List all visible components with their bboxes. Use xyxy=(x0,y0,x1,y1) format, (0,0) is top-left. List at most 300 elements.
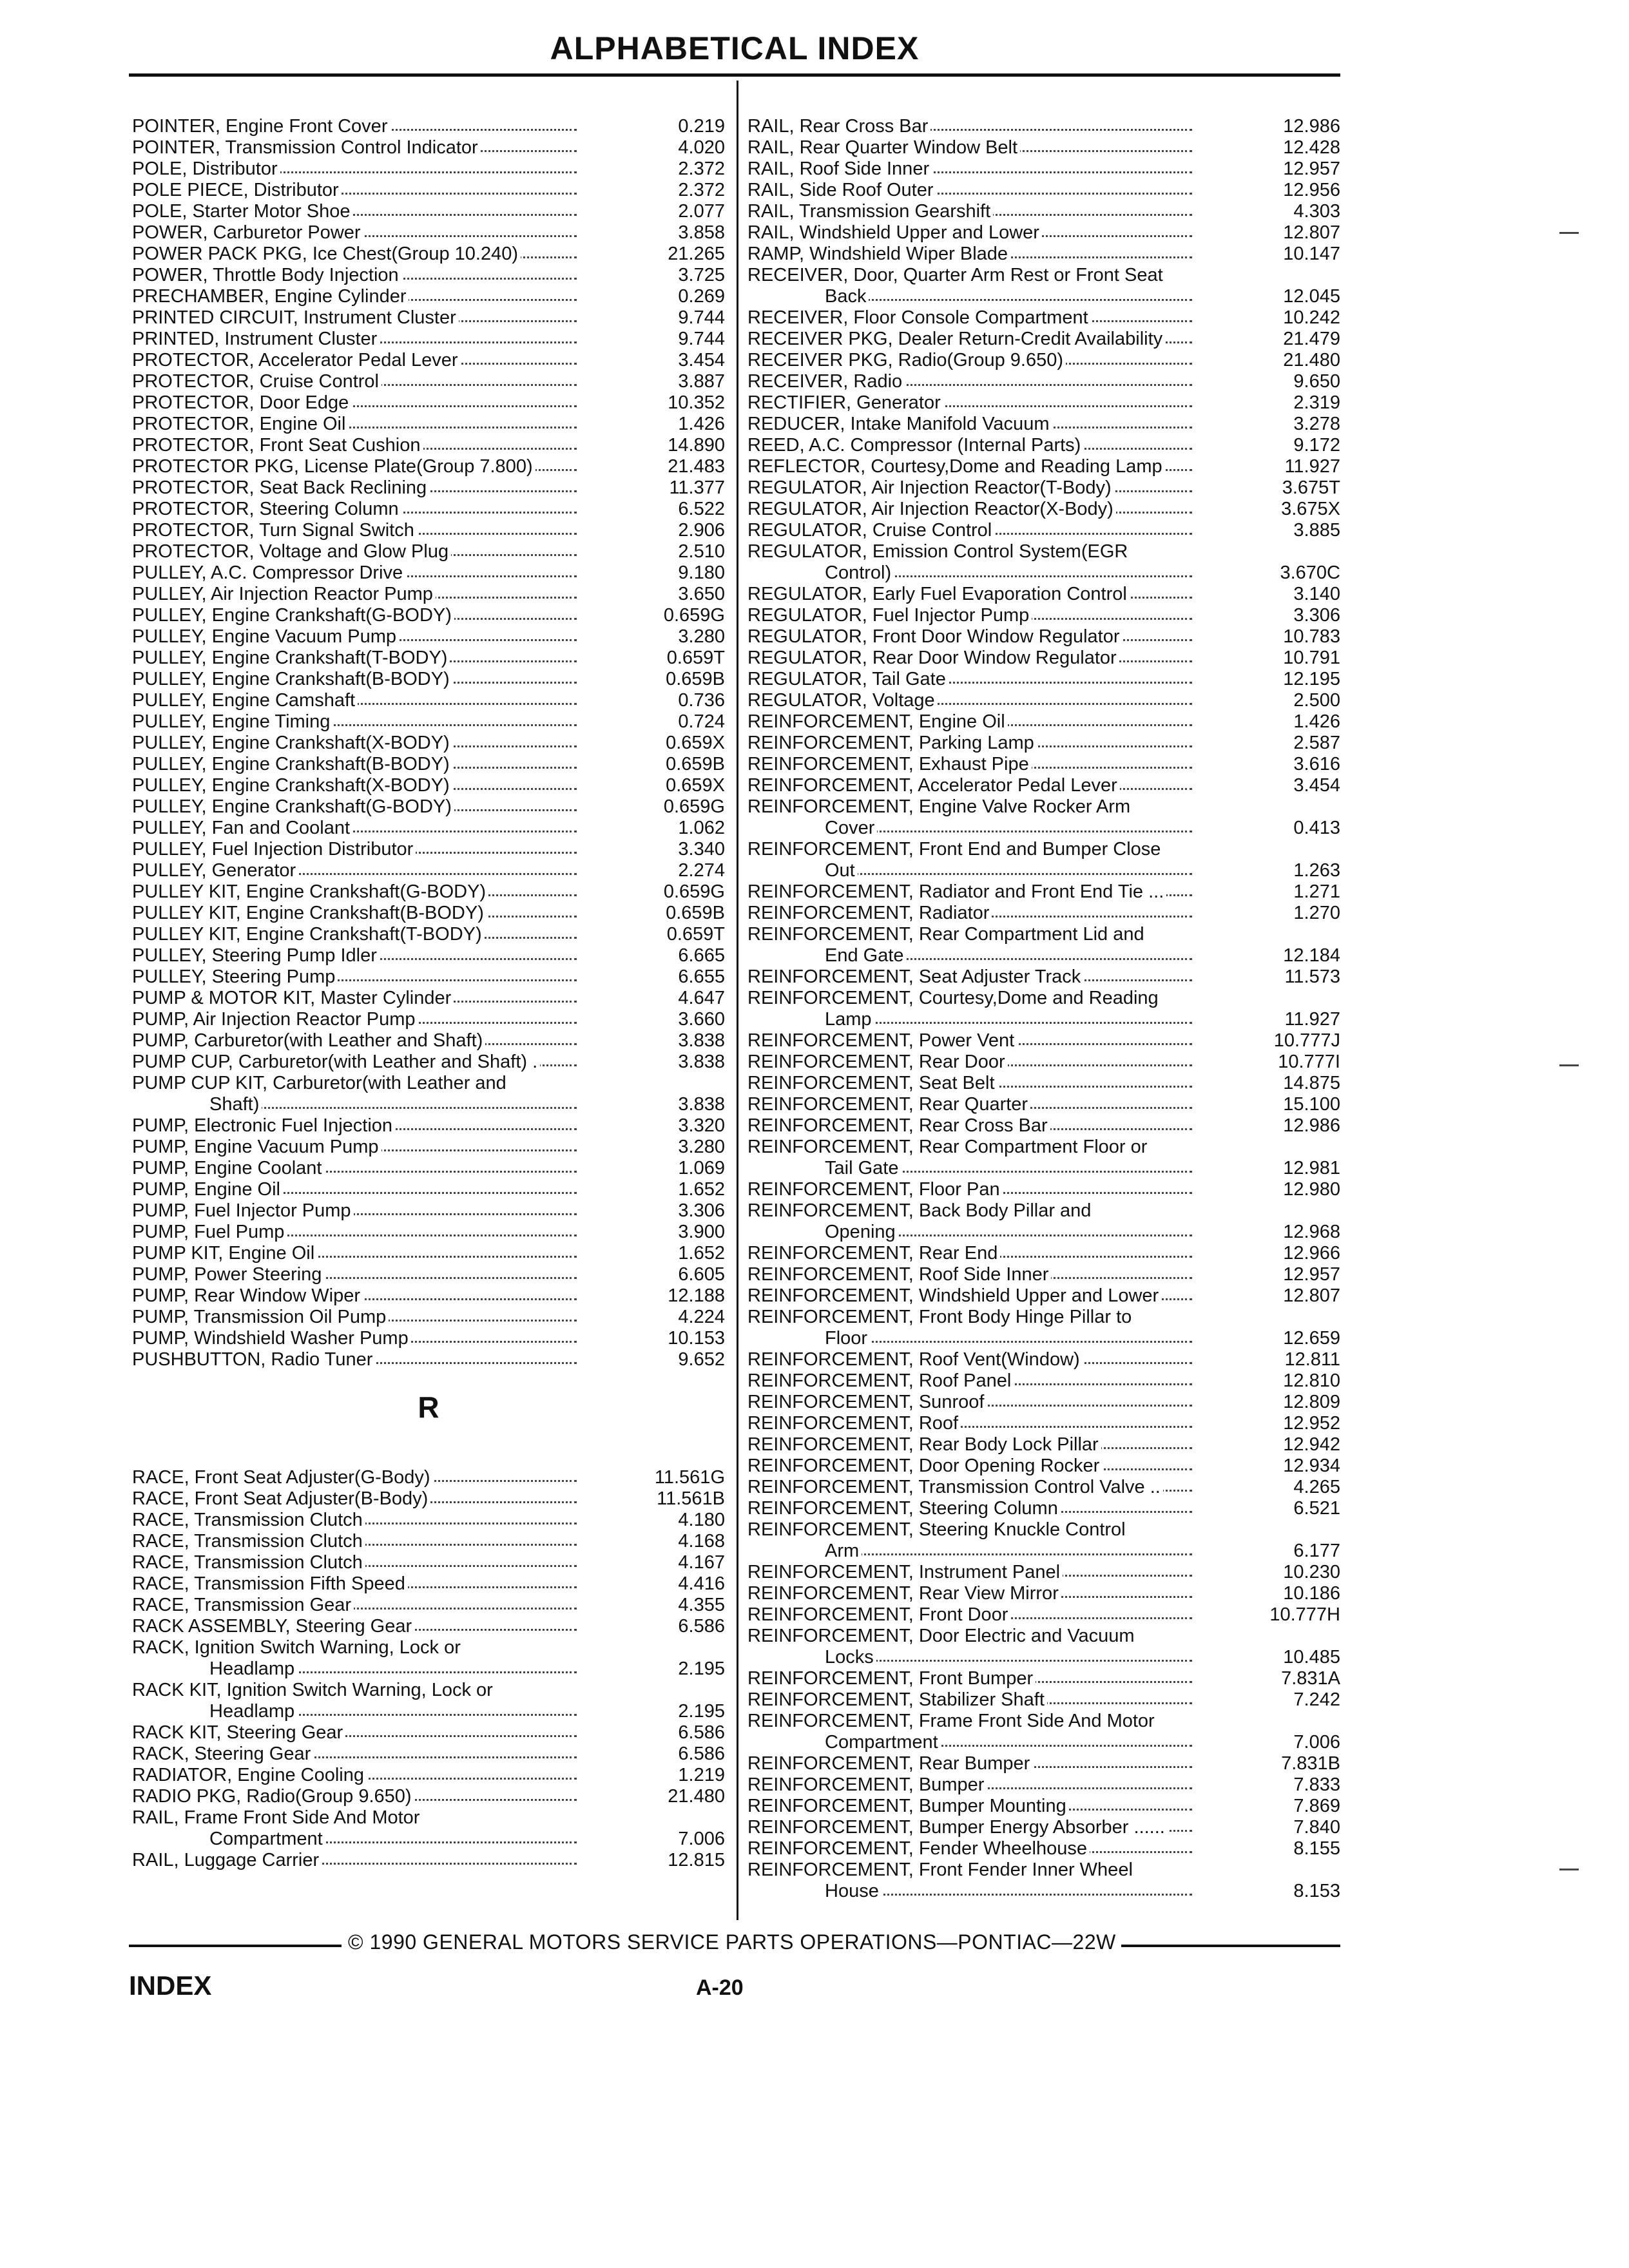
entry-label: PUMP, Fuel Injector Pump xyxy=(132,1200,354,1221)
entry-reference-number: 0.736 xyxy=(678,690,725,711)
entry-label: PULLEY, Engine Timing xyxy=(132,711,333,732)
entry-label: REINFORCEMENT, Front Body Hinge Pillar to xyxy=(747,1307,1134,1327)
entry-reference-number: 10.777H xyxy=(1269,1604,1340,1625)
entry-text-wrap xyxy=(747,371,1192,392)
index-entry xyxy=(747,988,1340,1009)
entry-reference-number: 3.725 xyxy=(678,265,725,285)
entry-label: House xyxy=(825,1881,882,1901)
entry-reference-number: 3.838 xyxy=(678,1094,725,1115)
entry-label: RACE, Front Seat Adjuster(B-Body) xyxy=(132,1488,430,1509)
index-entry xyxy=(132,350,725,371)
right-index-column xyxy=(747,116,1340,1902)
entry-label: Cover xyxy=(825,818,877,838)
entry-label: PROTECTOR, Front Seat Cushion xyxy=(132,435,423,456)
entry-reference-number: 12.810 xyxy=(1283,1370,1340,1391)
entry-text-wrap xyxy=(132,201,577,222)
index-entry xyxy=(132,1073,725,1094)
entry-reference-number: 12.188 xyxy=(668,1285,725,1306)
index-entry xyxy=(132,1552,725,1573)
entry-reference-number: 1.069 xyxy=(678,1158,725,1178)
entry-label: REINFORCEMENT, Rear Compartment Lid and xyxy=(747,924,1147,945)
index-entry xyxy=(747,1796,1340,1817)
entry-reference-number: 0.269 xyxy=(678,286,725,307)
entry-reference-number: 3.675X xyxy=(1281,499,1340,519)
entry-label: Floor xyxy=(825,1328,870,1349)
entry-text-wrap xyxy=(747,1052,1192,1073)
entry-label: POWER, Carburetor Power xyxy=(132,222,363,243)
entry-text-wrap xyxy=(132,1510,577,1531)
index-entry xyxy=(747,244,1340,265)
entry-label: POLE, Distributor xyxy=(132,159,280,179)
index-entry xyxy=(132,711,725,733)
entry-label: PULLEY, A.C. Compressor Drive xyxy=(132,562,405,583)
entry-reference-number: 9.744 xyxy=(678,307,725,328)
index-entry xyxy=(747,1689,1340,1711)
index-entry xyxy=(747,1115,1340,1137)
entry-reference-number: 10.153 xyxy=(668,1328,725,1349)
entry-text-wrap xyxy=(132,945,577,966)
entry-text-wrap xyxy=(132,1243,577,1264)
entry-text-wrap xyxy=(132,711,577,733)
entry-label: RECEIVER PKG, Radio(Group 9.650) xyxy=(747,350,1066,370)
entry-label: REINFORCEMENT, Courtesy,Dome and Reading xyxy=(747,988,1161,1008)
entry-reference-number: 6.521 xyxy=(1293,1498,1340,1519)
index-entry xyxy=(132,329,725,350)
entry-reference-number: 21.265 xyxy=(668,244,725,264)
entry-text-wrap xyxy=(747,1838,1192,1860)
entry-label: REINFORCEMENT, Engine Valve Rocker Arm xyxy=(747,796,1133,817)
index-entry xyxy=(747,392,1340,414)
entry-text-wrap xyxy=(747,988,1192,1009)
entry-text-wrap xyxy=(747,1307,1192,1328)
entry-text-wrap xyxy=(747,669,1192,690)
index-entry xyxy=(132,1328,725,1349)
entry-label: PUMP CUP KIT, Carburetor(with Leather and xyxy=(132,1073,509,1093)
entry-label: PULLEY, Engine Crankshaft(G-BODY) xyxy=(132,605,454,626)
index-entry xyxy=(132,1850,725,1871)
entry-text-wrap xyxy=(132,1552,577,1573)
index-entry xyxy=(747,1264,1340,1285)
entry-text-wrap xyxy=(132,1701,577,1722)
entry-reference-number: 6.522 xyxy=(678,499,725,519)
entry-reference-number: 3.887 xyxy=(678,371,725,392)
entry-text-wrap xyxy=(132,1328,577,1349)
index-entry xyxy=(132,924,725,945)
index-entry xyxy=(132,1030,725,1052)
entry-text-wrap xyxy=(132,520,577,541)
entry-text-wrap xyxy=(132,1807,577,1829)
entry-label: Out xyxy=(825,860,858,881)
entry-text-wrap xyxy=(132,1573,577,1595)
entry-reference-number: 0.413 xyxy=(1293,818,1340,838)
entry-text-wrap xyxy=(747,286,1192,307)
entry-label: REED, A.C. Compressor (Internal Parts) xyxy=(747,435,1083,456)
entry-text-wrap xyxy=(747,1732,1192,1753)
entry-label: REINFORCEMENT, Bumper Mounting xyxy=(747,1796,1069,1816)
entry-label: REINFORCEMENT, Frame Front Side And Motor xyxy=(747,1711,1157,1731)
index-entry xyxy=(132,1158,725,1179)
entry-reference-number: 3.278 xyxy=(1293,414,1340,434)
entry-reference-number: 3.306 xyxy=(678,1200,725,1221)
index-entry xyxy=(132,1467,725,1488)
entry-text-wrap xyxy=(747,1115,1192,1137)
entry-reference-number: 12.986 xyxy=(1283,116,1340,137)
index-entry xyxy=(132,1285,725,1307)
entry-text-wrap xyxy=(747,392,1192,414)
index-entry xyxy=(747,1477,1340,1498)
index-entry xyxy=(132,1616,725,1637)
index-group-p xyxy=(132,116,725,1370)
entry-label: REINFORCEMENT, Front End and Bumper Close xyxy=(747,839,1163,860)
entry-text-wrap xyxy=(132,1829,577,1850)
entry-text-wrap xyxy=(747,839,1192,860)
index-entry xyxy=(132,392,725,414)
entry-text-wrap xyxy=(132,541,577,562)
entry-label: REGULATOR, Tail Gate xyxy=(747,669,949,689)
entry-reference-number: 12.942 xyxy=(1283,1434,1340,1455)
index-entry xyxy=(132,733,725,754)
index-entry xyxy=(132,520,725,541)
entry-label: PULLEY, Engine Crankshaft(B-BODY) xyxy=(132,669,452,689)
index-entry xyxy=(132,796,725,818)
entry-text-wrap xyxy=(747,329,1192,350)
entry-label: PUSHBUTTON, Radio Tuner xyxy=(132,1349,375,1370)
entry-label: RACK KIT, Steering Gear xyxy=(132,1722,345,1743)
entry-label: POINTER, Transmission Control Indicator xyxy=(132,137,481,158)
index-entry xyxy=(132,988,725,1009)
index-entry xyxy=(747,1860,1340,1881)
entry-reference-number: 11.927 xyxy=(1284,1009,1340,1030)
entry-label: RACE, Transmission Fifth Speed xyxy=(132,1573,408,1594)
index-entry xyxy=(132,1307,725,1328)
index-entry xyxy=(747,371,1340,392)
index-entry xyxy=(132,966,725,988)
entry-text-wrap xyxy=(747,1562,1192,1583)
entry-text-wrap xyxy=(132,562,577,584)
entry-reference-number: 12.807 xyxy=(1283,1285,1340,1306)
entry-reference-number: 14.875 xyxy=(1283,1073,1340,1093)
index-entry xyxy=(132,1744,725,1765)
index-entry xyxy=(747,1668,1340,1689)
index-entry xyxy=(747,222,1340,244)
entry-label: RAIL, Rear Cross Bar xyxy=(747,116,930,137)
entry-reference-number: 7.840 xyxy=(1293,1817,1340,1838)
index-entry xyxy=(747,1732,1340,1753)
entry-reference-number: 2.319 xyxy=(1293,392,1340,413)
entry-label: PUMP, Rear Window Wiper xyxy=(132,1285,363,1306)
entry-reference-number: 10.186 xyxy=(1283,1583,1340,1604)
entry-label: PUMP, Fuel Pump xyxy=(132,1222,287,1242)
entry-text-wrap xyxy=(747,1626,1192,1647)
entry-text-wrap xyxy=(132,499,577,520)
entry-text-wrap xyxy=(747,860,1192,881)
entry-reference-number: 0.659G xyxy=(663,796,725,817)
index-entry xyxy=(132,371,725,392)
entry-label: REINFORCEMENT, Stabilizer Shaft xyxy=(747,1689,1047,1710)
entry-text-wrap xyxy=(132,1531,577,1552)
entry-text-wrap xyxy=(132,988,577,1009)
entry-reference-number: 0.659T xyxy=(666,648,725,668)
index-entry xyxy=(747,1456,1340,1477)
entry-label: PULLEY, Air Injection Reactor Pump xyxy=(132,584,436,604)
footer-rule-right xyxy=(1121,1945,1340,1947)
index-entry xyxy=(132,839,725,860)
entry-label: RAIL, Luggage Carrier xyxy=(132,1850,322,1870)
index-entry xyxy=(747,1222,1340,1243)
entry-text-wrap xyxy=(132,286,577,307)
entry-label: REGULATOR, Voltage xyxy=(747,690,938,711)
entry-reference-number: 9.650 xyxy=(1293,371,1340,392)
entry-label: PUMP, Transmission Oil Pump xyxy=(132,1307,389,1327)
index-entry xyxy=(747,648,1340,669)
entry-label: PROTECTOR, Seat Back Reclining xyxy=(132,477,429,498)
entry-text-wrap xyxy=(747,1158,1192,1179)
entry-reference-number: 3.454 xyxy=(1293,775,1340,796)
entry-text-wrap xyxy=(132,371,577,392)
entry-text-wrap xyxy=(747,137,1192,159)
entry-reference-number: 10.791 xyxy=(1283,648,1340,668)
entry-text-wrap xyxy=(132,244,577,265)
entry-label: REINFORCEMENT, Instrument Panel xyxy=(747,1562,1063,1582)
entry-text-wrap xyxy=(132,626,577,648)
index-entry xyxy=(132,1115,725,1137)
index-entry xyxy=(747,881,1340,903)
entry-text-wrap xyxy=(747,690,1192,711)
entry-text-wrap xyxy=(132,1488,577,1510)
index-entry xyxy=(747,1158,1340,1179)
entry-reference-number: 2.195 xyxy=(678,1701,725,1722)
index-entry xyxy=(747,924,1340,945)
entry-label: PULLEY, Fuel Injection Distributor xyxy=(132,839,416,860)
index-entry xyxy=(747,966,1340,988)
entry-label: PROTECTOR, Door Edge xyxy=(132,392,351,413)
entry-reference-number: 15.100 xyxy=(1283,1094,1340,1115)
entry-text-wrap xyxy=(132,329,577,350)
entry-text-wrap xyxy=(747,541,1192,562)
entry-label: Headlamp xyxy=(209,1701,297,1722)
index-entry xyxy=(132,1807,725,1829)
entry-reference-number: 3.140 xyxy=(1293,584,1340,604)
entry-reference-number: 12.952 xyxy=(1283,1413,1340,1434)
entry-text-wrap xyxy=(132,881,577,903)
index-entry xyxy=(747,329,1340,350)
index-entry xyxy=(747,265,1340,286)
entry-reference-number: 1.652 xyxy=(678,1243,725,1264)
entry-label: RACE, Transmission Clutch xyxy=(132,1531,365,1552)
index-entry xyxy=(747,1711,1340,1732)
entry-label: RACE, Transmission Clutch xyxy=(132,1510,365,1530)
entry-reference-number: 9.652 xyxy=(678,1349,725,1370)
entry-reference-number: 7.833 xyxy=(1293,1774,1340,1795)
entry-label: RAIL, Frame Front Side And Motor xyxy=(132,1807,422,1828)
entry-reference-number: 8.155 xyxy=(1293,1838,1340,1859)
entry-reference-number: 6.586 xyxy=(678,1744,725,1764)
index-entry xyxy=(132,1243,725,1264)
entry-label: REINFORCEMENT, Rear Compartment Floor or xyxy=(747,1137,1150,1157)
entry-label: REINFORCEMENT, Radiator and Front End Tie ... xyxy=(747,881,1166,902)
entry-reference-number: 12.811 xyxy=(1284,1349,1340,1370)
entry-label: Back xyxy=(825,286,869,307)
entry-reference-number: 6.586 xyxy=(678,1722,725,1743)
entry-label: RADIATOR, Engine Cooling xyxy=(132,1765,367,1785)
entry-reference-number: 12.957 xyxy=(1283,159,1340,179)
entry-text-wrap xyxy=(747,1647,1192,1668)
entry-label: RACE, Transmission Clutch xyxy=(132,1552,365,1573)
entry-label: REGULATOR, Fuel Injector Pump xyxy=(747,605,1032,626)
entry-reference-number: 4.224 xyxy=(678,1307,725,1327)
entry-text-wrap xyxy=(132,1052,577,1073)
entry-reference-number: 10.777J xyxy=(1273,1030,1340,1051)
left-index-column xyxy=(132,116,725,1871)
entry-label: REINFORCEMENT, Door Electric and Vacuum xyxy=(747,1626,1137,1646)
entry-reference-number: 0.659G xyxy=(663,605,725,626)
entry-text-wrap xyxy=(132,1222,577,1243)
dot-leader xyxy=(825,1660,1192,1662)
entry-text-wrap xyxy=(132,307,577,329)
entry-text-wrap xyxy=(747,1860,1192,1881)
index-entry xyxy=(132,818,725,839)
entry-reference-number: 3.454 xyxy=(678,350,725,370)
entry-label: PUMP, Electronic Fuel Injection xyxy=(132,1115,395,1136)
margin-tick xyxy=(1559,232,1579,234)
index-entry xyxy=(132,137,725,159)
entry-text-wrap xyxy=(132,966,577,988)
entry-text-wrap xyxy=(747,1498,1192,1519)
entry-reference-number: 11.377 xyxy=(669,477,725,498)
index-entry xyxy=(132,1701,725,1722)
entry-label: REINFORCEMENT, Power Vent xyxy=(747,1030,1017,1051)
index-entry xyxy=(747,754,1340,775)
entry-reference-number: 21.480 xyxy=(668,1786,725,1807)
entry-reference-number: 12.934 xyxy=(1283,1456,1340,1476)
entry-reference-number: 4.303 xyxy=(1293,201,1340,222)
index-entry xyxy=(747,499,1340,520)
entry-text-wrap xyxy=(132,1680,577,1701)
entry-text-wrap xyxy=(747,1881,1192,1902)
entry-label: REGULATOR, Air Injection Reactor(X-Body) xyxy=(747,499,1116,519)
entry-label: RACK ASSEMBLY, Steering Gear xyxy=(132,1616,414,1637)
entry-reference-number: 4.180 xyxy=(678,1510,725,1530)
entry-text-wrap xyxy=(132,137,577,159)
entry-reference-number: 21.479 xyxy=(1283,329,1340,349)
entry-reference-number: 11.573 xyxy=(1284,966,1340,987)
entry-reference-number: 2.372 xyxy=(678,180,725,200)
entry-reference-number: 3.885 xyxy=(1293,520,1340,541)
index-entry xyxy=(747,1817,1340,1838)
index-entry xyxy=(132,562,725,584)
entry-reference-number: 0.659X xyxy=(666,775,725,796)
entry-label: POWER PACK PKG, Ice Chest(Group 10.240) xyxy=(132,244,521,264)
entry-text-wrap xyxy=(747,180,1192,201)
entry-text-wrap xyxy=(132,690,577,711)
index-entry xyxy=(132,1658,725,1680)
entry-reference-number: 0.659G xyxy=(663,881,725,902)
entry-reference-number: 3.838 xyxy=(678,1052,725,1072)
entry-label: REINFORCEMENT, Windshield Upper and Lower xyxy=(747,1285,1161,1306)
entry-label: REINFORCEMENT, Roof xyxy=(747,1413,961,1434)
entry-text-wrap xyxy=(132,180,577,201)
entry-label: REINFORCEMENT, Roof Vent(Window) xyxy=(747,1349,1083,1370)
entry-reference-number: 10.485 xyxy=(1283,1647,1340,1667)
index-entry xyxy=(747,1328,1340,1349)
index-entry xyxy=(132,244,725,265)
index-entry xyxy=(747,945,1340,966)
entry-text-wrap xyxy=(747,1753,1192,1774)
entry-label: PUMP, Engine Coolant xyxy=(132,1158,324,1178)
index-entry xyxy=(747,1626,1340,1647)
entry-reference-number: 3.280 xyxy=(678,626,725,647)
entry-label: REINFORCEMENT, Bumper xyxy=(747,1774,987,1795)
entry-text-wrap xyxy=(132,1765,577,1786)
index-entry xyxy=(132,1488,725,1510)
entry-reference-number: 11.561B xyxy=(657,1488,725,1509)
entry-text-wrap xyxy=(747,1413,1192,1434)
entry-label: RAIL, Transmission Gearshift xyxy=(747,201,993,222)
entry-text-wrap xyxy=(747,1668,1192,1689)
entry-reference-number: 21.480 xyxy=(1283,350,1340,370)
entry-reference-number: 21.483 xyxy=(668,456,725,477)
entry-label: RECEIVER, Radio xyxy=(747,371,905,392)
dot-leader xyxy=(825,1341,1192,1343)
entry-reference-number: 12.045 xyxy=(1283,286,1340,307)
index-entry xyxy=(132,1829,725,1850)
entry-text-wrap xyxy=(747,775,1192,796)
index-entry xyxy=(132,1595,725,1616)
index-entry xyxy=(747,414,1340,435)
entry-text-wrap xyxy=(132,159,577,180)
index-entry xyxy=(747,1030,1340,1052)
entry-reference-number: 6.605 xyxy=(678,1264,725,1285)
entry-label: PROTECTOR PKG, License Plate(Group 7.800) xyxy=(132,456,535,477)
entry-text-wrap xyxy=(747,1583,1192,1604)
entry-text-wrap xyxy=(132,1349,577,1370)
entry-text-wrap xyxy=(132,350,577,371)
entry-label: REINFORCEMENT, Exhaust Pipe xyxy=(747,754,1032,774)
index-entry xyxy=(747,903,1340,924)
entry-text-wrap xyxy=(747,1477,1192,1498)
entry-label: REINFORCEMENT, Bumper Energy Absorber ...... xyxy=(747,1817,1168,1838)
dot-leader xyxy=(825,873,1192,875)
entry-label: PROTECTOR, Accelerator Pedal Lever xyxy=(132,350,461,370)
entry-text-wrap xyxy=(132,584,577,605)
index-entry xyxy=(132,626,725,648)
margin-tick xyxy=(1559,1869,1579,1870)
index-entry xyxy=(132,1137,725,1158)
index-entry xyxy=(132,1052,725,1073)
entry-reference-number: 2.587 xyxy=(1293,733,1340,753)
entry-label: REINFORCEMENT, Radiator xyxy=(747,903,992,923)
entry-label: REGULATOR, Front Door Window Regulator xyxy=(747,626,1123,647)
entry-text-wrap xyxy=(747,456,1192,477)
index-entry xyxy=(747,1562,1340,1583)
index-entry xyxy=(747,307,1340,329)
entry-reference-number: 1.270 xyxy=(1293,903,1340,923)
entry-text-wrap xyxy=(747,1604,1192,1626)
entry-text-wrap xyxy=(132,1200,577,1222)
entry-label: REINFORCEMENT, Engine Oil xyxy=(747,711,1008,732)
index-entry xyxy=(132,1264,725,1285)
entry-reference-number: 11.561G xyxy=(654,1467,725,1488)
entry-text-wrap xyxy=(747,116,1192,137)
entry-reference-number: 10.777I xyxy=(1278,1052,1340,1072)
entry-text-wrap xyxy=(132,733,577,754)
index-entry xyxy=(747,541,1340,562)
entry-text-wrap xyxy=(132,669,577,690)
entry-label: POWER, Throttle Body Injection xyxy=(132,265,401,285)
index-entry xyxy=(747,775,1340,796)
index-entry xyxy=(132,945,725,966)
index-entry xyxy=(747,1498,1340,1519)
